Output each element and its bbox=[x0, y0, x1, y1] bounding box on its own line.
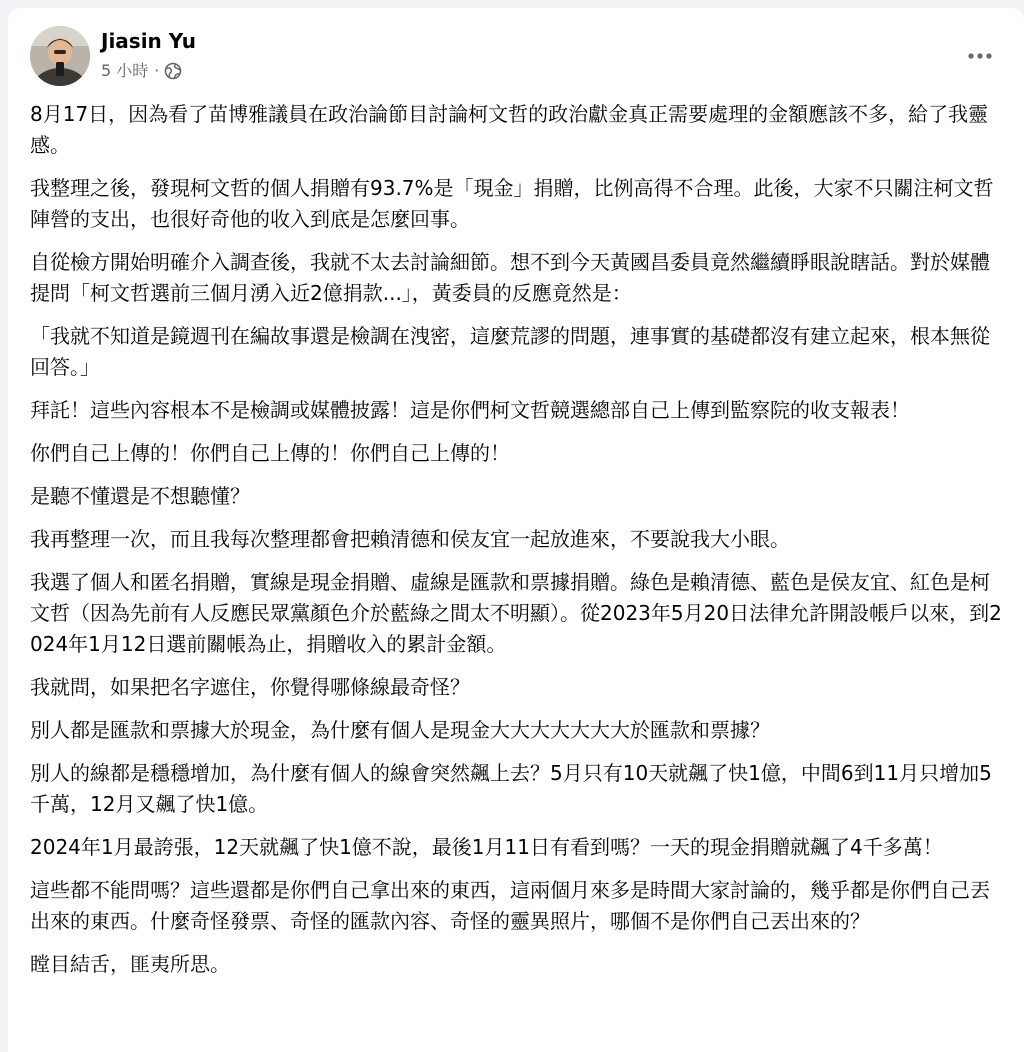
avatar[interactable] bbox=[30, 26, 90, 86]
post-paragraph: 你們自己上傳的！你們自己上傳的！你們自己上傳的！ bbox=[30, 441, 510, 465]
post-header bbox=[30, 24, 1010, 88]
post-body bbox=[30, 99, 1002, 992]
author-name[interactable]: Jiasin Yu bbox=[101, 29, 197, 53]
post-paragraph: 2024年1月最誇張，12天就飆了快1億不說，最後1月11日有看到嗎？一天的現金捐贈就飆了4千多萬！ bbox=[30, 835, 943, 859]
post-paragraph: 我就問，如果把名字遮住，你覺得哪條線最奇怪？ bbox=[30, 675, 470, 699]
post-paragraph: 我選了個人和匿名捐贈，實線是現金捐贈、虛線是匯款和票據捐贈。綠色是賴清德、藍色是侯友宜、紅色是柯文哲（因為先前有人反應民眾黨顏色介於藍綠之間太不明顯）。從2023年5月20日法律允許開設帳戶以來，到2024年1月12日選前關帳為止，捐贈收入的累計金額。 bbox=[30, 570, 1002, 656]
post-paragraph: 我再整理一次，而且我每次整理都會把賴清德和侯友宜一起放進來，不要說我大小眼。 bbox=[30, 527, 790, 551]
post-paragraph: 拜託！這些內容根本不是檢調或媒體披露！這是你們柯文哲競選總部自己上傳到監察院的收支報表！ bbox=[30, 398, 910, 422]
post-card bbox=[8, 8, 1024, 1052]
post-meta bbox=[101, 60, 182, 82]
more-options-button[interactable] bbox=[962, 38, 998, 74]
post-paragraph: 這些都不能問嗎？這些還都是你們自己拿出來的東西，這兩個月來多是時間大家討論的，幾乎都是你們自己丟出來的東西。什麼奇怪發票、奇怪的匯款內容、奇怪的靈異照片，哪個不是你們自己丟出來的？ bbox=[30, 878, 990, 933]
post-paragraph: 別人都是匯款和票據大於現金，為什麼有個人是現金大大大大大大大於匯款和票據？ bbox=[30, 718, 770, 742]
more-horizontal-icon bbox=[968, 52, 992, 60]
globe-icon[interactable] bbox=[164, 62, 182, 80]
post-paragraph: 自從檢方開始明確介入調查後，我就不太去討論細節。想不到今天黃國昌委員竟然繼續睜眼說瞎話。對於媒體提問「柯文哲選前三個月湧入近2億捐款...」，黃委員的反應竟然是： bbox=[30, 250, 990, 305]
post-paragraph: 別人的線都是穩穩增加，為什麼有個人的線會突然飆上去？5月只有10天就飆了快1億，中間6到11月只增加5千萬，12月又飆了快1億。 bbox=[30, 761, 992, 816]
post-timestamp[interactable]: 5 小時 bbox=[101, 61, 149, 80]
post-paragraph: 是聽不懂還是不想聽懂？ bbox=[30, 484, 250, 508]
meta-separator: · bbox=[154, 61, 160, 80]
post-paragraph: 瞠目結舌，匪夷所思。 bbox=[30, 952, 230, 976]
post-paragraph: 我整理之後，發現柯文哲的個人捐贈有93.7%是「現金」捐贈，比例高得不合理。此後，大家不只關注柯文哲陣營的支出，也很好奇他的收入到底是怎麼回事。 bbox=[30, 176, 994, 231]
post-paragraph: 「我就不知道是鏡週刊在編故事還是檢調在洩密，這麼荒謬的問題，連事實的基礎都沒有建立起來，根本無從回答。」 bbox=[30, 324, 990, 379]
post-paragraph: 8月17日，因為看了苗博雅議員在政治論節目討論柯文哲的政治獻金真正需要處理的金額應該不多，給了我靈感。 bbox=[30, 102, 989, 157]
avatar-photo bbox=[30, 26, 90, 86]
